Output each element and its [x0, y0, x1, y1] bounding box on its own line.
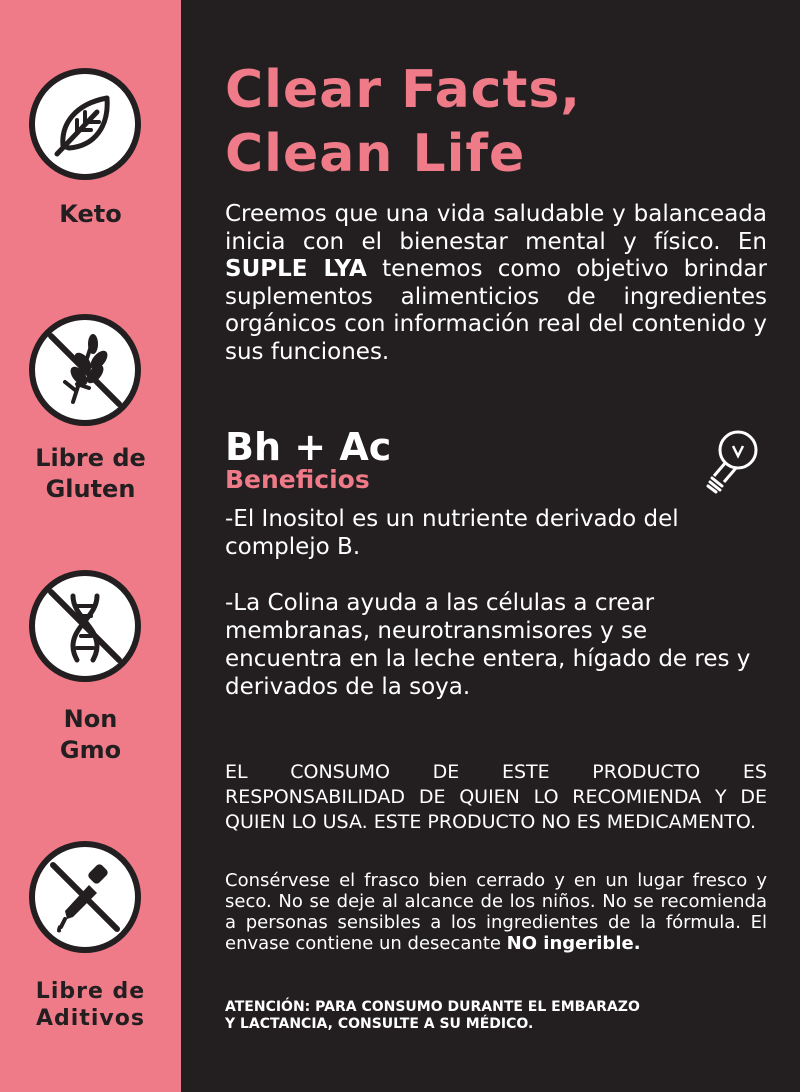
- leaf-icon: [35, 74, 135, 174]
- intro-paragraph: Creemos que una vida saludable y balanceada inicia con el bienestar mental y físico. En SUPLE LYA tenemos como objetivo brindar suplementos alimenticios de ingredientes orgánicos con información real del contenido y sus funciones.: [225, 201, 767, 365]
- no-wheat-icon: [35, 320, 135, 420]
- no-dna-icon: [35, 576, 135, 676]
- responsibility-notice: EL CONSUMO DE ESTE PRODUCTO ES RESPONSABILIDAD DE QUIEN LO RECOMIENDA Y DE QUIEN LO USA. ESTE PRODUCTO NO ES MEDICAMENTO.: [225, 761, 767, 833]
- benefit-colina: -La Colina ayuda a las células a crear membranas, neurotransmisores y se encuentra en la leche entera, hígado de res y derivados de la soya.: [225, 590, 751, 700]
- pregnancy-warning: ATENCIÓN: PARA CONSUMO DURANTE EL EMBARAZO Y LACTANCIA, CONSULTE A SU MÉDICO.: [225, 999, 640, 1032]
- gluten-free-badge: [29, 314, 141, 426]
- non-gmo-badge: [29, 570, 141, 682]
- gluten-free-label: Libre de Gluten: [35, 444, 146, 503]
- sidebar: [0, 0, 181, 1092]
- keto-badge: [29, 68, 141, 180]
- page-title: Clear Facts, Clean Life: [225, 60, 582, 184]
- non-gmo-label: Non Gmo: [59, 705, 122, 764]
- keto-label: Keto: [59, 200, 122, 228]
- additive-free-badge: [29, 841, 141, 953]
- product-name: Bh + Ac: [225, 425, 392, 469]
- no-dropper-icon: [35, 847, 135, 947]
- benefits-heading: Beneficios: [225, 465, 370, 494]
- benefit-inositol: -El Inositol es un nutriente derivado del complejo B.: [225, 506, 679, 560]
- storage-instructions: Consérvese el frasco bien cerrado y en un lugar fresco y seco. No se deje al alcance de los niños. No se recomienda a personas sensibles a los ingredientes de la fórmula. El envase contiene un desecante NO ingerible.: [225, 870, 767, 954]
- additive-free-label: Libre de Aditivos: [35, 979, 146, 1031]
- lightbulb-icon: [700, 424, 766, 494]
